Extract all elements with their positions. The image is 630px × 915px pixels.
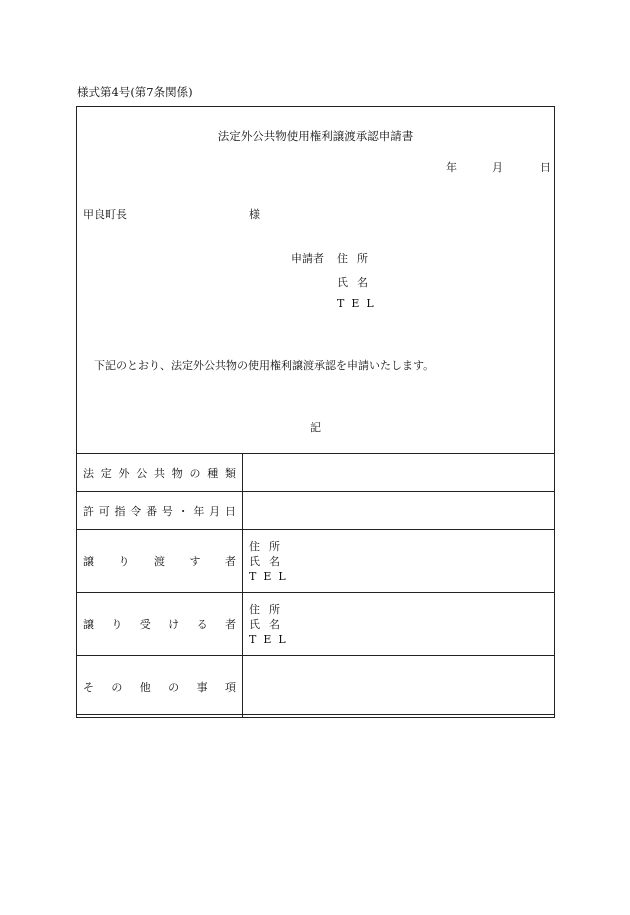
row-label xyxy=(77,593,243,656)
label-char: 者 xyxy=(224,618,236,631)
label-char: 月 xyxy=(209,504,221,518)
applicant-name-label[interactable]: 氏名 xyxy=(337,276,377,289)
row-label xyxy=(77,656,243,718)
label-char: 許 xyxy=(83,504,94,518)
date-day[interactable]: 日 xyxy=(540,161,551,174)
permit-number-field[interactable] xyxy=(243,492,555,530)
row-label xyxy=(77,454,243,492)
label-char: 事 xyxy=(196,680,208,694)
label-char: 番 xyxy=(146,504,158,518)
label-char: り xyxy=(111,618,123,631)
spaced-label xyxy=(83,616,236,632)
table-row xyxy=(77,530,555,593)
date-month[interactable]: 月 xyxy=(492,161,503,174)
application-form xyxy=(76,106,555,715)
label-char: そ xyxy=(83,680,94,694)
label-char: の xyxy=(189,466,201,480)
label-char: 可 xyxy=(98,504,110,518)
label-char: 項 xyxy=(224,680,236,694)
ki-heading: 記 xyxy=(310,421,321,434)
label-char: 外 xyxy=(118,466,130,480)
label-char: 他 xyxy=(139,680,151,694)
label-char: 指 xyxy=(114,504,126,518)
transferor-tel-label: TEL xyxy=(249,569,293,583)
applicant-label: 申請者 xyxy=(291,252,324,265)
form-title: 法定外公共物使用権利譲渡承認申請書 xyxy=(217,129,414,143)
spaced-label xyxy=(83,465,236,481)
label-char: 法 xyxy=(83,466,94,480)
transferee-field[interactable] xyxy=(243,593,555,656)
label-char: 者 xyxy=(225,555,236,568)
addressee-name: 甲良町長 xyxy=(83,208,127,221)
label-char: 譲 xyxy=(83,555,94,568)
row-label xyxy=(77,492,243,530)
label-char: 令 xyxy=(130,504,142,518)
label-char: る xyxy=(196,618,208,631)
applicant-tel-label[interactable]: TEL xyxy=(337,297,381,310)
label-char: の xyxy=(111,680,123,694)
table-row xyxy=(77,656,555,718)
label-char: 共 xyxy=(154,466,165,480)
label-char: 号 xyxy=(161,504,173,518)
transferor-name-label: 氏名 xyxy=(249,554,289,568)
applicant-address-label[interactable]: 住所 xyxy=(337,252,377,265)
label-char: 公 xyxy=(136,466,148,480)
label-char: 年 xyxy=(193,504,205,518)
table-row xyxy=(77,492,555,530)
label-char: 物 xyxy=(171,466,183,480)
spaced-label xyxy=(83,553,236,569)
details-table xyxy=(76,453,555,718)
row-label xyxy=(77,530,243,593)
label-char: 種 xyxy=(207,466,219,480)
label-char: 定 xyxy=(100,466,112,480)
transferee-tel-label: TEL xyxy=(249,632,293,646)
label-char: の xyxy=(168,680,180,694)
label-char: け xyxy=(168,618,180,631)
form-number: 様式第4号(第7条関係) xyxy=(77,85,193,99)
transferor-field[interactable] xyxy=(243,530,555,593)
facility-type-field[interactable] xyxy=(243,454,555,492)
request-statement: 下記のとおり、法定外公共物の使用権利譲渡承認を申請いたします。 xyxy=(94,359,435,372)
table-row xyxy=(77,593,555,656)
label-char: 類 xyxy=(225,466,236,480)
transferee-address-label: 住所 xyxy=(249,602,289,616)
spaced-label xyxy=(83,679,236,695)
transferee-name-label: 氏名 xyxy=(249,617,289,631)
label-char: ・ xyxy=(177,504,189,518)
date-year[interactable]: 年 xyxy=(446,161,457,174)
transferor-address-label: 住所 xyxy=(249,539,289,553)
other-matters-field[interactable] xyxy=(243,656,555,718)
table-row xyxy=(77,454,555,492)
label-char: 渡 xyxy=(154,555,165,568)
label-char: 日 xyxy=(224,504,236,518)
label-char: 受 xyxy=(139,618,151,631)
addressee-honorific: 様 xyxy=(249,208,260,221)
label-char: り xyxy=(118,555,130,568)
label-char: す xyxy=(189,555,201,568)
label-char: 譲 xyxy=(83,618,94,631)
spaced-label xyxy=(83,503,236,519)
